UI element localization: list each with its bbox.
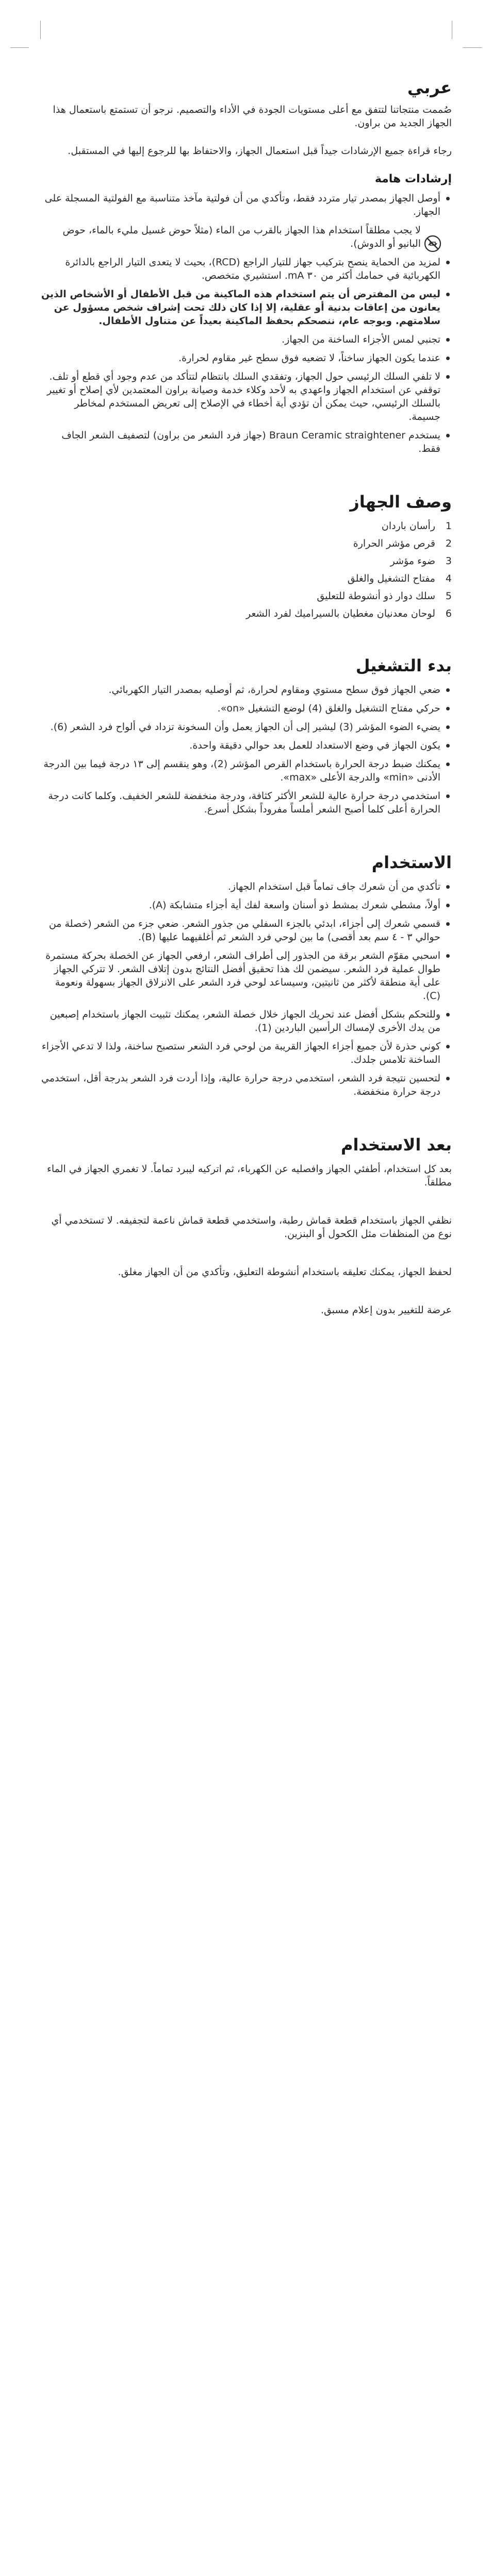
usage-item: اسحبي مقوّم الشعر برقة من الجذور إلى أطراف الشعر، ارفعي الجهاز عن الخصلة بحركة مستمرة طوال عملية فرد الشعر. سيضمن لك هذا تحقيق أفضل النتائج بدون إتلاف الشعر. لا تتركي الجهاز على أية منطقة لأكثر من ثانيتين، وسيساعد لوحي فرد الشعر على الانزلاق الجهاز بسهولة ونعومة (C). <box>40 949 452 1003</box>
part-item: 5 سلك دوار ذو أنشوطة للتعليق <box>317 590 452 602</box>
operation-heading: بدء التشغيل <box>355 656 452 675</box>
operation-item: ضعي الجهاز فوق سطح مستوي ومقاوم لحرارة، ثم أوصليه بمصدر التيار الكهربائي. <box>40 683 452 697</box>
storage-paragraph: لحفظ الجهاز، يمكنك تعليقه باستخدام أنشوطة التعليق، وتأكدي من أن الجهاز مغلق. <box>118 1266 452 1278</box>
safety-item: يستخدم Braun Ceramic straightener (جهاز فرد الشعر من براون) لتصفيف الشعر الجاف فقط. <box>40 429 452 455</box>
usage-item: أولاً، مشطي شعرك بمشط ذو أسنان واسعة لفك أية أجزاء متشابكة (A). <box>40 899 452 912</box>
usage-heading: الاستخدام <box>371 853 452 872</box>
operation-list <box>40 683 452 816</box>
crop-mark <box>40 21 41 39</box>
part-item: 1 رأسان باردان <box>381 520 452 532</box>
safety-list <box>40 192 452 218</box>
operation-item: يمكنك ضبط درجة الحرارة باستخدام القرص المؤشر (2)، وهو ينقسم إلى ١٣ درجة فيما بين الدرجة الأدنى «min» والدرجة الأعلى «max». <box>40 757 452 784</box>
operation-item: يضيء الضوء المؤشر (3) ليشير إلى أن الجهاز يعمل وأن السخونة تزداد في ألواح فرد الشعر (6). <box>40 720 452 734</box>
usage-item: تأكدي من أن شعرك جاف تماماً قبل استخدام الجهاز. <box>40 880 452 893</box>
part-item: 2 قرص مؤشر الحرارة <box>353 538 452 549</box>
intro-paragraph: رجاء قراءة جميع الإرشادات جيداً قبل استعمال الجهاز، والاحتفاظ بها للرجوع إليها في المستقبل. <box>68 145 452 157</box>
parts-list <box>40 519 452 620</box>
cleaning-paragraph: نظفي الجهاز باستخدام قطعة قماش رطبة، واستخدمي قطعة قماش ناعمة لتجفيفه. لا تستخدمي أي نوع من المنظفات مثل الكحول أو البنزين. <box>51 1215 452 1240</box>
water-warning-note <box>40 224 452 250</box>
safety-item: أوصل الجهاز بمصدر تيار متردد فقط، وتأكدي من أن فولتية مآخذ متناسبة مع الفولتية المسجلة على الجهاز. <box>40 192 452 218</box>
safety-item: تجنبي لمس الأجزاء الساخنة من الجهاز. <box>40 333 452 346</box>
change-notice: عرضة للتغيير بدون إعلام مسبق. <box>320 1304 452 1316</box>
part-item: 6 لوحان معدنيان مغطيان بالسيراميك لفرد الشعر <box>245 608 452 619</box>
water-warning-text: لا يجب مطلقاً استخدام هذا الجهاز بالقرب من الماء (مثلاً حوض غسيل مليء بالماء، حوض البانيو أو الدوش). <box>62 225 421 249</box>
no-water-icon <box>424 235 441 252</box>
intro-paragraph: صُممت منتجاتنا لتتفق مع أعلى مستويات الجودة في الأداء والتصميم. نرجو أن تستمتع باستعمال هذا الجهاز الجديد من براون. <box>53 104 452 129</box>
safety-item: لا تلفي السلك الرئيسي حول الجهاز، وتفقدي السلك بانتظام لتتأكد من عدم وجود أي قطع أو تلف. توقفي عن استخدام الجهاز واعهدي به لأحد وكلاء خدمة وصيانة براون المعتمدين لأي إصلاح أو تغيير بالسلك الرئيسي، حيث يمكن أن تؤدي أية أخطاء في الإصلاح إلى تعريض المستخدم لمخاطر جسيمة. <box>40 370 452 423</box>
safety-list <box>40 256 452 455</box>
description-heading: وصف الجهاز <box>350 492 452 512</box>
operation-item: حركي مفتاح التشغيل والغلق (4) لوضع التشغيل «on». <box>40 702 452 715</box>
safety-heading: إرشادات هامة <box>374 173 452 185</box>
usage-list <box>40 880 452 1098</box>
usage-item: وللتحكم بشكل أفضل عند تحريك الجهاز خلال خصلة الشعر، يمكنك تثبيت الجهاز باستخدام إصبعين من يدك الأخرى لإمساك الرأسين الباردين (1). <box>40 1008 452 1035</box>
language-title: عربي <box>407 78 452 97</box>
operation-item: استخدمي درجة حرارة عالية للشعر الأكثر كثافة، ودرجة منخفضة للشعر الخفيف. وكلما كانت درجة الحرارة أعلى كلما أصبح الشعر أملساً مفروداً بشكل أسرع. <box>40 789 452 816</box>
usage-item: كوني حذرة لأن جميع أجزاء الجهاز القريبة من لوحي فرد الشعر ستصبح ساخنة، ولذا لا تدعي الأجزاء الساخنة تلامس جلدك. <box>40 1040 452 1066</box>
usage-item: قسمي شعرك إلى أجزاء، ابدئي بالجزء السفلي من جذور الشعر. ضعي جزء من الشعر (خصلة من حوالي ٣ - ٤ سم بعد أقصى) ما بين لوحي فرد الشعر ثم أغلقيهما عليها (B). <box>40 917 452 944</box>
safety-item: لمزيد من الحماية ينصح بتركيب جهاز للتيار الراجع (RCD)، بحيث لا يتعدى التيار الراجع بالدائرة الكهربائية في حمامك أكثر من ٣٠ mA. استشيري متخصص. <box>40 256 452 282</box>
usage-item: لتحسين نتيجة فرد الشعر، استخدمي درجة حرارة عالية، وإذا أردت فرد الشعر بدرجة أقل، استخدمي درجة حرارة منخفضة. <box>40 1072 452 1098</box>
after-use-heading: بعد الاستخدام <box>341 1135 452 1155</box>
safety-item: عندما يكون الجهاز ساخناً، لا تضعيه فوق سطح غير مقاوم لحرارة. <box>40 351 452 365</box>
manual-page <box>40 77 452 1323</box>
operation-item: يكون الجهاز في وضع الاستعداد للعمل بعد حوالي دقيقة واحدة. <box>40 739 452 752</box>
crop-mark <box>10 47 29 48</box>
crop-mark <box>463 47 482 48</box>
after-use-paragraph: بعد كل استخدام، أطفئي الجهاز وافصليه عن الكهرباء، ثم اتركيه ليبرد تماماً. لا تغمري الجهاز في الماء مطلقاً. <box>46 1163 452 1188</box>
part-item: 4 مفتاح التشغيل والغلق <box>347 573 452 584</box>
safety-item-children-warning: ليس من المفترض أن يتم استخدام هذه الماكينة من قبل الأطفال أو الأشخاص الذين يعانون من إعاقات بدنية أو عقلية، إلا إذا كان ذلك تحت إشراف شخص مسؤول عن سلامتهم. وبوجه عام، ننصحكم بحفظ الماكينة بعيداً عن متناول الأطفال. <box>40 287 452 328</box>
part-item: 3 ضوء مؤشر <box>390 555 452 567</box>
